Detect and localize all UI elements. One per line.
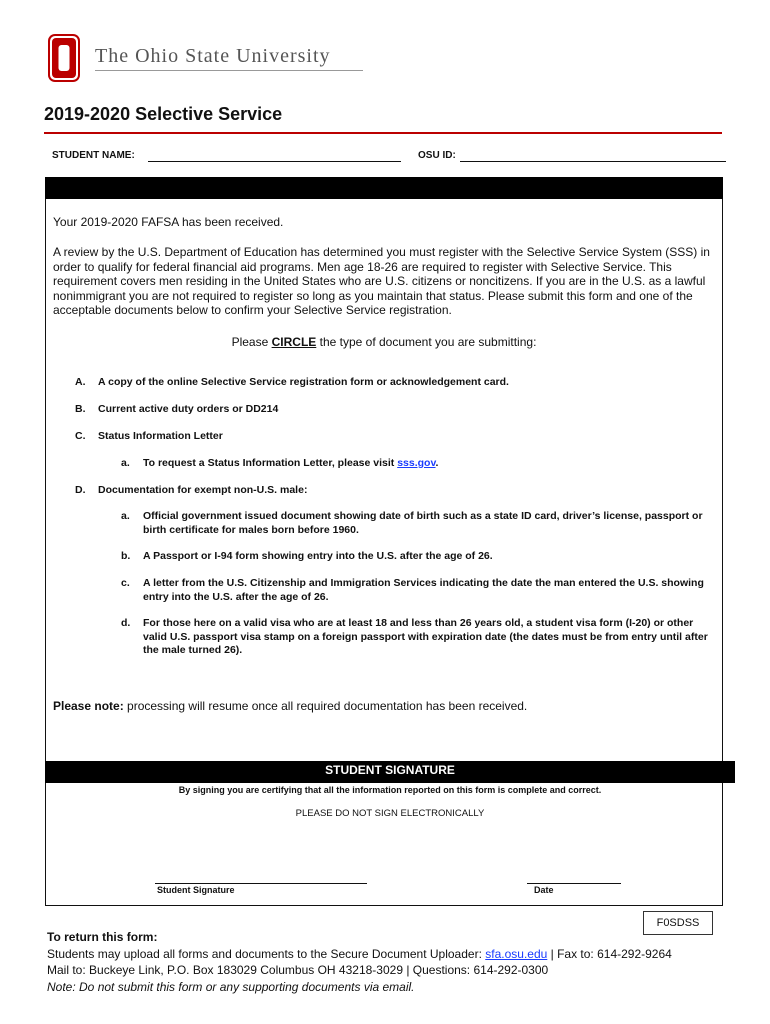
option-d-d: For those here on a valid visa who are at least 18 and less than 26 years old, a student visa form (I-20) or other valid U.S. passport visa stamp on a foreign passport with expiration date (the dates must be from entry until after the male turned 26).: [143, 617, 708, 656]
title-divider: [44, 132, 722, 134]
university-name: The Ohio State University: [95, 45, 331, 67]
fafsa-received-text: Your 2019-2020 FAFSA has been received.: [53, 215, 284, 229]
header-divider: [95, 70, 363, 71]
circle-prefix: Please: [231, 335, 272, 349]
option-c-sub-text: To request a Status Information Letter, please visit: [143, 457, 398, 469]
sss-gov-link[interactable]: sss.gov: [397, 457, 436, 469]
date-label: Date: [534, 885, 554, 895]
email-note: Note: Do not submit this form or any supporting documents via email.: [47, 980, 415, 994]
note-text: processing will resume once all required documentation has been received.: [123, 699, 528, 713]
circle-word: CIRCLE: [271, 335, 317, 349]
no-e-sign-warning: PLEASE DO NOT SIGN ELECTRONICALLY: [295, 808, 485, 819]
page-title: 2019-2020 Selective Service: [44, 104, 283, 124]
option-d-letter: D.: [75, 484, 86, 496]
signature-line[interactable]: [155, 883, 367, 884]
option-b[interactable]: Current active duty orders or DD214: [98, 403, 279, 415]
option-d-b-letter: b.: [121, 550, 131, 562]
signature-header: STUDENT SIGNATURE: [45, 761, 735, 783]
option-a[interactable]: A copy of the online Selective Service registration form or acknowledgement card.: [98, 376, 509, 388]
student-name-field[interactable]: [148, 161, 401, 162]
signature-box: [45, 783, 723, 906]
mail-line: Mail to: Buckeye Link, P.O. Box 183029 Columbus OH 43218-3029 | Questions: 614-292-0300: [47, 963, 549, 977]
processing-note: [53, 699, 713, 714]
osu-block-o-logo: [48, 34, 80, 82]
option-d-c: A letter from the U.S. Citizenship and Immigration Services indicating the date the man entered the U.S. showing entry into the U.S. after the age of 26.: [143, 577, 704, 603]
upload-suffix: | Fax to: 614-292-9264: [547, 947, 672, 961]
option-c-sub-letter: a.: [121, 457, 130, 469]
option-c-letter: C.: [75, 430, 86, 442]
note-label: Please note:: [53, 699, 124, 713]
osu-id-field[interactable]: [460, 161, 726, 162]
option-c-sub: [143, 457, 713, 471]
upload-prefix: Students may upload all forms and documents to the Secure Document Uploader:: [47, 947, 486, 961]
option-b-letter: B.: [75, 403, 86, 415]
option-d[interactable]: Documentation for exempt non-U.S. male:: [98, 484, 308, 496]
student-name-label: STUDENT NAME:: [52, 150, 135, 161]
review-paragraph: A review by the U.S. Department of Education has determined you must register with the Selective Service System (SSS) in order to qualify for federal financial aid programs. Men age 18-26 are required to register with Selective Service. This requirement covers men residing in the United States who are U.S. citizens or noncitizens. If you are in the U.S. as a lawful nonimmigrant you are not required to register so long as you maintain that status. Please submit this form and one of the acceptable documents below to confirm your Selective Service registration.: [53, 245, 710, 317]
option-c-sub-end: .: [435, 457, 439, 469]
option-d-c-letter: c.: [121, 577, 130, 589]
date-line[interactable]: [527, 883, 621, 884]
option-c[interactable]: Status Information Letter: [98, 430, 223, 442]
option-a-letter: A.: [75, 376, 86, 388]
option-d-a-letter: a.: [121, 510, 130, 522]
return-heading: To return this form:: [47, 930, 158, 944]
main-header-bar: [45, 177, 723, 199]
signature-label: Student Signature: [157, 885, 235, 895]
option-d-d-letter: d.: [121, 617, 131, 629]
circle-instruction: [45, 335, 723, 350]
sfa-osu-link[interactable]: sfa.osu.edu: [485, 947, 548, 961]
osu-id-label: OSU ID:: [418, 150, 456, 161]
upload-line: [47, 946, 672, 962]
circle-suffix: the type of document you are submitting:: [316, 335, 537, 349]
option-d-a: Official government issued document showing date of birth such as a state ID card, driver’s license, passport or birth certificate for males born before 1960.: [143, 510, 703, 536]
certify-text: By signing you are certifying that all the information reported on this form is complete and correct.: [178, 785, 602, 795]
form-code: F0SDSS: [643, 911, 713, 935]
option-d-b: A Passport or I-94 form showing entry into the U.S. after the age of 26.: [143, 550, 493, 562]
